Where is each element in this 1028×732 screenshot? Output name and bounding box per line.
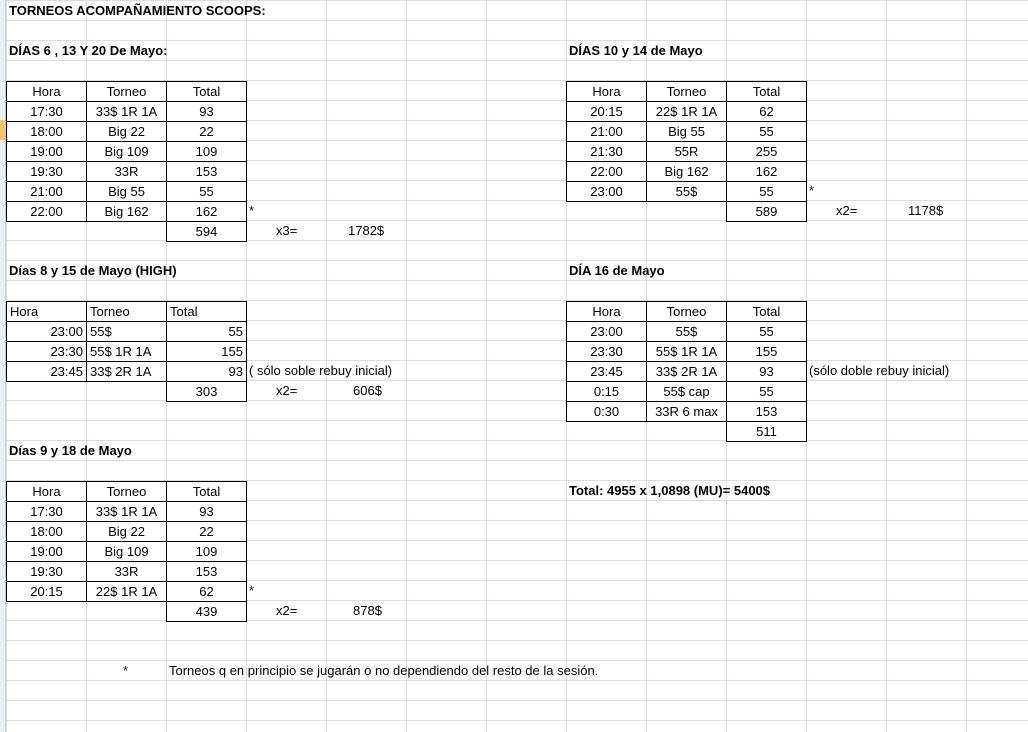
section5-sum-row: [7, 602, 247, 622]
table-row: [567, 102, 807, 122]
table-row: [7, 542, 247, 562]
empty-cell[interactable]: [7, 602, 87, 622]
hora-cell[interactable]: 23:00: [567, 182, 647, 202]
section2-heading: DÍAS 10 y 14 de Mayo: [569, 43, 703, 58]
torneo-cell[interactable]: Big 109: [87, 542, 167, 562]
col-hora-header[interactable]: Hora: [567, 82, 647, 102]
col-torneo-header[interactable]: Torneo: [647, 302, 727, 322]
total-cell[interactable]: 93: [727, 362, 807, 382]
table-row: [7, 122, 247, 142]
table-row: [7, 322, 247, 342]
section2-table: [566, 81, 807, 222]
section4-table: [566, 301, 807, 442]
total-cell[interactable]: 55: [727, 182, 807, 202]
table-row: [7, 502, 247, 522]
footnote-text: Torneos q en principio se jugarán o no dependiendo del resto de la sesión.: [169, 663, 599, 678]
col-hora-header[interactable]: Hora: [7, 302, 87, 322]
total-cell[interactable]: 55: [727, 322, 807, 342]
section1-sum-row: [7, 222, 247, 242]
table-row: [7, 562, 247, 582]
section1-result: 1782$: [348, 223, 385, 238]
col-hora-header[interactable]: Hora: [7, 482, 87, 502]
total-cell[interactable]: 155: [167, 342, 247, 362]
torneo-cell[interactable]: 22$ 1R 1A: [647, 102, 727, 122]
torneo-cell[interactable]: 33$ 2R 1A: [87, 362, 167, 382]
total-cell[interactable]: 162: [167, 202, 247, 222]
torneo-cell[interactable]: 55$: [647, 182, 727, 202]
hora-cell[interactable]: 17:30: [7, 102, 87, 122]
hora-cell[interactable]: 23:45: [567, 362, 647, 382]
col-total-header[interactable]: Total: [727, 302, 807, 322]
table-row: [567, 342, 807, 362]
table-row: [7, 162, 247, 182]
table-row: [7, 182, 247, 202]
table-row: [7, 202, 247, 222]
section1-heading: DÍAS 6 , 13 Y 20 De Mayo:: [9, 43, 168, 58]
section5-result: 878$: [353, 603, 382, 618]
hora-cell[interactable]: 19:30: [7, 162, 87, 182]
table-row: [7, 582, 247, 602]
hora-cell[interactable]: 19:30: [7, 562, 87, 582]
total-cell[interactable]: 153: [727, 402, 807, 422]
section5-table: [6, 481, 247, 622]
hora-cell[interactable]: 18:00: [7, 522, 87, 542]
torneo-cell[interactable]: 55$ 1R 1A: [647, 342, 727, 362]
section1-header-row: [7, 82, 247, 102]
total-cell[interactable]: 22: [167, 522, 247, 542]
section2-header-row: [567, 82, 807, 102]
hora-cell[interactable]: 17:30: [7, 502, 87, 522]
section3-sum-row: [7, 382, 247, 402]
section2-multiplier: x2=: [836, 203, 858, 218]
col-torneo-header[interactable]: Torneo: [87, 482, 167, 502]
col-total-header[interactable]: Total: [727, 82, 807, 102]
hora-cell[interactable]: 23:30: [567, 342, 647, 362]
total-cell[interactable]: 109: [167, 542, 247, 562]
hora-cell[interactable]: 22:00: [7, 202, 87, 222]
section5-star-marker: *: [249, 583, 255, 598]
col-torneo-header[interactable]: Torneo: [647, 82, 727, 102]
table-row: [7, 522, 247, 542]
section5-header-row: [7, 482, 247, 502]
total-cell[interactable]: 93: [167, 102, 247, 122]
sum-cell[interactable]: 589: [727, 202, 807, 222]
table-row: [567, 382, 807, 402]
section3-heading: Días 8 y 15 de Mayo (HIGH): [9, 263, 177, 278]
section4-heading: DÍA 16 de Mayo: [569, 263, 665, 278]
hora-cell[interactable]: 19:00: [7, 142, 87, 162]
hora-cell[interactable]: 21:00: [7, 182, 87, 202]
torneo-cell[interactable]: 33R 6 max: [647, 402, 727, 422]
torneo-cell[interactable]: 55$: [87, 322, 167, 342]
section1-multiplier: x3=: [276, 223, 298, 238]
section3-header-row: [7, 302, 247, 322]
hora-cell[interactable]: 0:30: [567, 402, 647, 422]
total-cell[interactable]: 255: [727, 142, 807, 162]
sum-cell[interactable]: 511: [727, 422, 807, 442]
section5-heading: Días 9 y 18 de Mayo: [9, 443, 132, 458]
section3-multiplier: x2=: [276, 383, 298, 398]
section4-sum-row: [567, 422, 807, 442]
grand-total: Total: 4955 x 1,0898 (MU)= 5400$: [569, 483, 771, 498]
torneo-cell[interactable]: Big 22: [87, 122, 167, 142]
hora-cell[interactable]: 21:00: [567, 122, 647, 142]
section1-star-marker: *: [249, 203, 255, 218]
col-total-header[interactable]: Total: [167, 302, 247, 322]
empty-cell[interactable]: [567, 422, 647, 442]
section2-sum-row: [567, 202, 807, 222]
section3-note: ( sólo soble rebuy inicial): [249, 363, 393, 378]
torneo-cell[interactable]: 55$ 1R 1A: [87, 342, 167, 362]
hora-cell[interactable]: 19:00: [7, 542, 87, 562]
table-row: [7, 362, 247, 382]
section1-table: [6, 81, 247, 242]
torneo-cell[interactable]: 55$ cap: [647, 382, 727, 402]
hora-cell[interactable]: 20:15: [7, 582, 87, 602]
col-total-header[interactable]: Total: [167, 82, 247, 102]
table-row: [567, 122, 807, 142]
sheet-title: TORNEOS ACOMPAÑAMIENTO SCOOPS:: [9, 3, 266, 18]
empty-cell[interactable]: [7, 222, 87, 242]
section3-table: [6, 301, 247, 402]
hora-cell[interactable]: 18:00: [7, 122, 87, 142]
hora-cell[interactable]: 21:30: [567, 142, 647, 162]
empty-cell[interactable]: [87, 602, 167, 622]
torneo-cell[interactable]: 55$: [647, 322, 727, 342]
table-row: [567, 182, 807, 202]
hora-cell[interactable]: 23:30: [7, 342, 87, 362]
empty-cell[interactable]: [567, 202, 647, 222]
empty-cell[interactable]: [7, 382, 87, 402]
total-cell[interactable]: 22: [167, 122, 247, 142]
total-cell[interactable]: 55: [167, 182, 247, 202]
total-cell[interactable]: 62: [167, 582, 247, 602]
col-hora-header[interactable]: Hora: [567, 302, 647, 322]
col-total-header[interactable]: Total: [167, 482, 247, 502]
hora-cell[interactable]: 20:15: [567, 102, 647, 122]
torneo-cell[interactable]: 33$ 2R 1A: [647, 362, 727, 382]
empty-cell[interactable]: [647, 422, 727, 442]
table-row: [7, 102, 247, 122]
total-cell[interactable]: 55: [727, 382, 807, 402]
total-cell[interactable]: 55: [167, 322, 247, 342]
col-torneo-header[interactable]: Torneo: [87, 82, 167, 102]
section5-multiplier: x2=: [276, 603, 298, 618]
hora-cell[interactable]: 0:15: [567, 382, 647, 402]
torneo-cell[interactable]: Big 162: [647, 162, 727, 182]
sum-cell[interactable]: 303: [167, 382, 247, 402]
hora-cell[interactable]: 23:45: [7, 362, 87, 382]
total-cell[interactable]: 162: [727, 162, 807, 182]
torneo-cell[interactable]: Big 109: [87, 142, 167, 162]
total-cell[interactable]: 93: [167, 502, 247, 522]
hora-cell[interactable]: 22:00: [567, 162, 647, 182]
section3-result: 606$: [353, 383, 382, 398]
total-cell[interactable]: 109: [167, 142, 247, 162]
torneo-cell[interactable]: 22$ 1R 1A: [87, 582, 167, 602]
table-row: [7, 342, 247, 362]
total-cell[interactable]: 155: [727, 342, 807, 362]
col-torneo-header[interactable]: Torneo: [87, 302, 167, 322]
table-row: [567, 362, 807, 382]
section2-result: 1178$: [908, 203, 944, 218]
table-row: [7, 142, 247, 162]
total-cell[interactable]: 55: [727, 122, 807, 142]
torneo-cell[interactable]: 33R: [87, 162, 167, 182]
section2-star-marker: *: [809, 183, 815, 198]
total-cell[interactable]: 153: [167, 562, 247, 582]
selected-row-marker: [0, 120, 5, 140]
hora-cell[interactable]: 23:00: [7, 322, 87, 342]
torneo-cell[interactable]: 33$ 1R 1A: [87, 502, 167, 522]
table-row: [567, 142, 807, 162]
sum-cell[interactable]: 439: [167, 602, 247, 622]
torneo-cell[interactable]: 33R: [87, 562, 167, 582]
empty-cell[interactable]: [647, 202, 727, 222]
torneo-cell[interactable]: 55R: [647, 142, 727, 162]
table-row: [567, 402, 807, 422]
col-hora-header[interactable]: Hora: [7, 82, 87, 102]
torneo-cell[interactable]: Big 162: [87, 202, 167, 222]
empty-cell[interactable]: [87, 222, 167, 242]
empty-cell[interactable]: [87, 382, 167, 402]
torneo-cell[interactable]: Big 22: [87, 522, 167, 542]
table-row: [567, 162, 807, 182]
hora-cell[interactable]: 23:00: [567, 322, 647, 342]
total-cell[interactable]: 62: [727, 102, 807, 122]
sum-cell[interactable]: 594: [167, 222, 247, 242]
total-cell[interactable]: 153: [167, 162, 247, 182]
section4-note: (sólo doble rebuy inicial): [809, 363, 950, 378]
section4-header-row: [567, 302, 807, 322]
torneo-cell[interactable]: 33$ 1R 1A: [87, 102, 167, 122]
torneo-cell[interactable]: Big 55: [87, 182, 167, 202]
torneo-cell[interactable]: Big 55: [647, 122, 727, 142]
table-row: [567, 322, 807, 342]
total-cell[interactable]: 93: [167, 362, 247, 382]
footnote-star: *: [123, 663, 129, 678]
